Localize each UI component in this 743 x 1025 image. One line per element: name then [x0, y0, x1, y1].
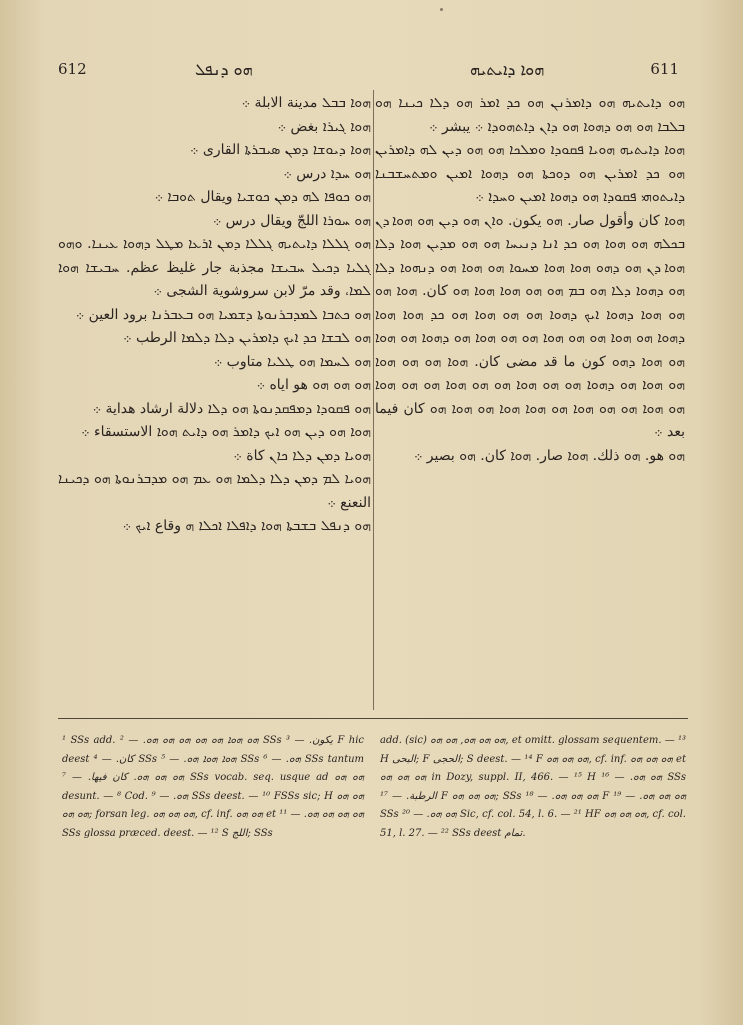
right-page-number: 611 [650, 60, 679, 78]
column-divider [373, 90, 374, 710]
left-running-title: ܗܘ ܕܢܦܠ [195, 60, 253, 79]
dictionary-entry: ܗܘܐ ܒܒܠ مدينة الابلة ܀ [241, 95, 371, 111]
footnotes-left: ¹ SSs add. ܗܘ ܗܘܐ ܗܘ ܗܘ ܗܘ ܗܘ ܗܘ. — ² SSs يكون. — ³ F hic deest كان. — ⁴ SSs ܗܘܐ ܗܘܐ ܗܘ. — ⁵ SSs ܗܘ. — ⁶ SSs tantum ܗܘ ܗܘ ܗܘ. كان فيها. — ⁷ SSs vocab. seq. usque ad ܗܘ ܗܘ desunt. — ⁸ Cod. ܗܘ. — ⁹ SSs deest. — ¹⁰ FSSs sic; H ܗܘ ܗܘ ܗܘ ܗܘ; forsan leg. ܗܘ ܗܘ ܗܘ, cf. inf. ܗܘ ܗܘ et ܗܘ ܗܘ ܗܘ ܗܘ. — ¹¹ SSs glossa præced. deest. — ¹² S اللج; SSs [62, 735, 365, 839]
dictionary-entry: ܗܘܐ ܓܝܪܐ بغض ܀ [277, 118, 371, 135]
dictionary-entry: ܗܘ ܟܘܦܐ ܠܗ ܕܡܢ ܟܘܫܝܐ ويقال ܬܘܒܐ ܀ [154, 189, 371, 205]
dictionary-entry: ܗܘ ܗܘ ܗܘ هو اياه ܀ [256, 377, 371, 393]
dictionary-entry: ܗܘܐ كان وأقول صار. ܗܘ يكون. ܘܐܢ ܗܘ ܕܝܢ ܗܘ ܗܘܐ ܕܢ ܒܟܠܗ ܗܘ ܗܘܐ ܗܘ ܟܕ ܐܢܐ ܕܢܝܚܐ ܗܘ ܗܘ ܡܕܝܢ ܗܘܐ ܕܠܐ ܗܘܐ ܕܢ ܗܘ ܕܗܘ ܗܘܐ ܗܘܐ ܡܚܘܐ ܗܘ ܗܘܐ ܗܘ ܕܢܗܘܐ ܕܠܐ ܗܘ ܕܗܘܐ ܕܠܐ ܗܘ ܒܡ ܗܘ ܗܘ ܗܘܐ ܗܘܐ ܗܘ كان. ܗܘܐ ܗܘ ܗܘ ܗܘܐ ܕܗܘܐ ܐܝܟ ܕܗܘܐ ܗܘ ܗܘ ܗܘܐ ܗܘ ܟܕ ܗܘܐ ܗܘܐ ܕܗܘܐ ܗܘ ܗܘܐ ܗܘ ܗܘ ܗܘܐ ܗܘ ܗܘ ܗܘܐ ܗܘ ܕܗܘܐ ܗܘ ܗܘܐ ܗܘ ܗܘܐ ܕܗܘ كون ما قد مضى كان. ܗܘܐ ܗܘ ܗܘ ܗܘܐ ܗܘ ܗܘܐ ܗܘ ܕܗܘܐ ܗܘ ܗܘ ܗܘܐ ܗܘ ܗܘ ܗܘܐ ܗܘ ܗܘ ܗܘܐ ܗܘ ܗܘܐ ܗܘ ܗܘ ܗܘܐ ܗܘ ܗܘܐ ܗܘܐ ܗܘ ܗܘܐ ܗܘ كان فيما بعد ܀ [375, 212, 685, 440]
dictionary-entry: ܗܘ ܓܠܠܐ ܕܐܝܬܝܗ ܓܠܠܐ ܕܡܢ ܐܪܥܐ ܡܛܠ ܕܗܘܐ ܥܝܢܐ. ܘܗܘ ܓܠܝܐ ܕܟܝܠ ܚܒܝܫܐ مجذبة جار غليظ عظم. ܚܒܝܫܐ ܗܘܐ ܠܡܐ، وقد مرّ لابن سروشوية الشجى ܀ [58, 236, 371, 299]
right-column [375, 92, 685, 468]
dictionary-entry: ܗܘ ܕܢܦܠ ܒܫܒܬܐ ܗܘܐ ܕܐܦܠܐ ܐܟܠܐ ܗ وقاع ܐܝܟ ܀ [122, 518, 371, 534]
dictionary-entry: ܗܘ ܠܒܫܐ ܟܕ ܐܝܟ ܕܐܡܪܝܢ ܕܠܐ ܕܠܡܐ الرطب ܀ [123, 330, 371, 346]
paper-speck [440, 8, 443, 11]
dictionary-entry: ܗܘܐ ܕܐܝܬܝܗ ܗܘܝܐ ܦܩܘܕܐ ܘܡܠܟܐ ܗܘ ܗܘ ܕܝܢ ܠܗ ܕܐܡܪܝܢ ܗܘ ܟܕ ܐܡܪܝܢ ܗܘ ܕܘܟܬܐ ܗܘ ܕܗܘܐ ܐܡܝܢ ܘܡܬܚܫܒܢܐ ܕܐܝܬܘܗܝ ܦܩܘܕܐ ܗܘ ܕܗܘܐ ܐܡܝܢ ܘܚܕܐ ܀ [375, 142, 685, 205]
left-page-number: 612 [58, 60, 87, 78]
dictionary-entry: ܗܘ ܚܕܐ درس ܀ [283, 165, 371, 182]
right-running-title: ܗܘܐ ܕܐܝܬܝܗ [470, 60, 545, 79]
dictionary-entry: ܗܘ ܠܚܡܐ ܗܘ ܛܠܝܐ متاوب ܀ [213, 353, 371, 370]
dictionary-entry: ܗܘܐ ܗܘ ܕܝܢ ܗܘ ܐܝܟ ܕܐܡܪ ܗܘ ܕܐܝܬ ܗܘܐ الاستسقاء ܀ [81, 424, 371, 440]
dictionary-entry: ܗܘ ܕܐܝܬܝܗ ܗܘ ܕܐܡܪܢܢ ܗܘ ܟܕ ܐܡܪ ܗܘ ܕܠܐ ܟܝܢܐ ܗܘ ܒܠܒܐ ܗܘ ܗܘ ܕܗܘܐ ܗܘ ܕܐܢ ܕܐܬܗܘܕܐ ܀ يبشر ܀ [375, 95, 685, 135]
dictionary-entry: ܗܘܐ ܕܝܘܫܐ ܕܡܢ ܣܝܒܪܬܐ القارى ܀ [190, 142, 371, 158]
dictionary-entry: ܗܘ ܚܘܪܐ اللجّ ويقال درس ܀ [212, 212, 371, 229]
dictionary-entry: ܗܘ هو. ܗܘ ذلك. ܗܘܐ صار. ܗܘܐ كان. ܗܘ بصير ܀ [413, 447, 685, 464]
dictionary-entry: ܗܘ ܟܬܒܐ ܠܡܕܒܪܢܘܬܐ ܕܫܡܝܐ ܗܘ ܒܥܒܪܢܐ برود العين ܀ [75, 306, 371, 323]
footnote-rule [58, 718, 688, 719]
dictionary-entry: ܗܘܝܐ ܠܡ ܕܡܢ ܕܠܐ ܕܠܡܐ ܗܘ ܥܡ ܗܘ ܡܕܒܪܢܘܬܐ ܗܘ ܕܟܝܢܐ النعنع ܀ [58, 471, 371, 511]
footnotes-right: add. (sic) ܗܘ ܗܘ ܗܘ, ܗܘ ܗܘ, et omitt. glossam sequentem. — ¹³ H البحى; F الحجى; S deest. — ¹⁴ F ܗܘ ܗܘ ܗܘ, cf. inf. ܗܘ ܗܘ ܗܘ et ܗܘ ܗܘ ܗܘ in Dozy, suppl. II, 466. — ¹⁵ H ܗܘ ܗܘ. — ¹⁶ SSs الرطبة. — ¹⁷ F ܗܘ ܗܘ ܗܘ; SSs ܗܘ ܗܘ ܗܘ. — ¹⁸ F ܗܘ ܗܘ ܗܘ. — ¹⁹ SSs ܗܘ ܗܘ. — ²⁰ Sic, cf. col. 54, l. 6. — ²¹ HF ܗܘ ܗܘ ܗܘ, cf. col. 51, l. 27. — ²² SSs deest تمام. [380, 735, 687, 839]
left-column [58, 92, 371, 539]
dictionary-entry: ܗܘ ܦܩܘܕܐ ܕܡܦܩܕܢܘܬܐ ܗܘ ܕܠܐ دلالة ارشاد هداية ܀ [92, 400, 371, 417]
dictionary-entry: ܗܘܝܐ ܕܡܢ ܕܠܐ ܟܐܢ كاة ܀ [233, 447, 371, 464]
